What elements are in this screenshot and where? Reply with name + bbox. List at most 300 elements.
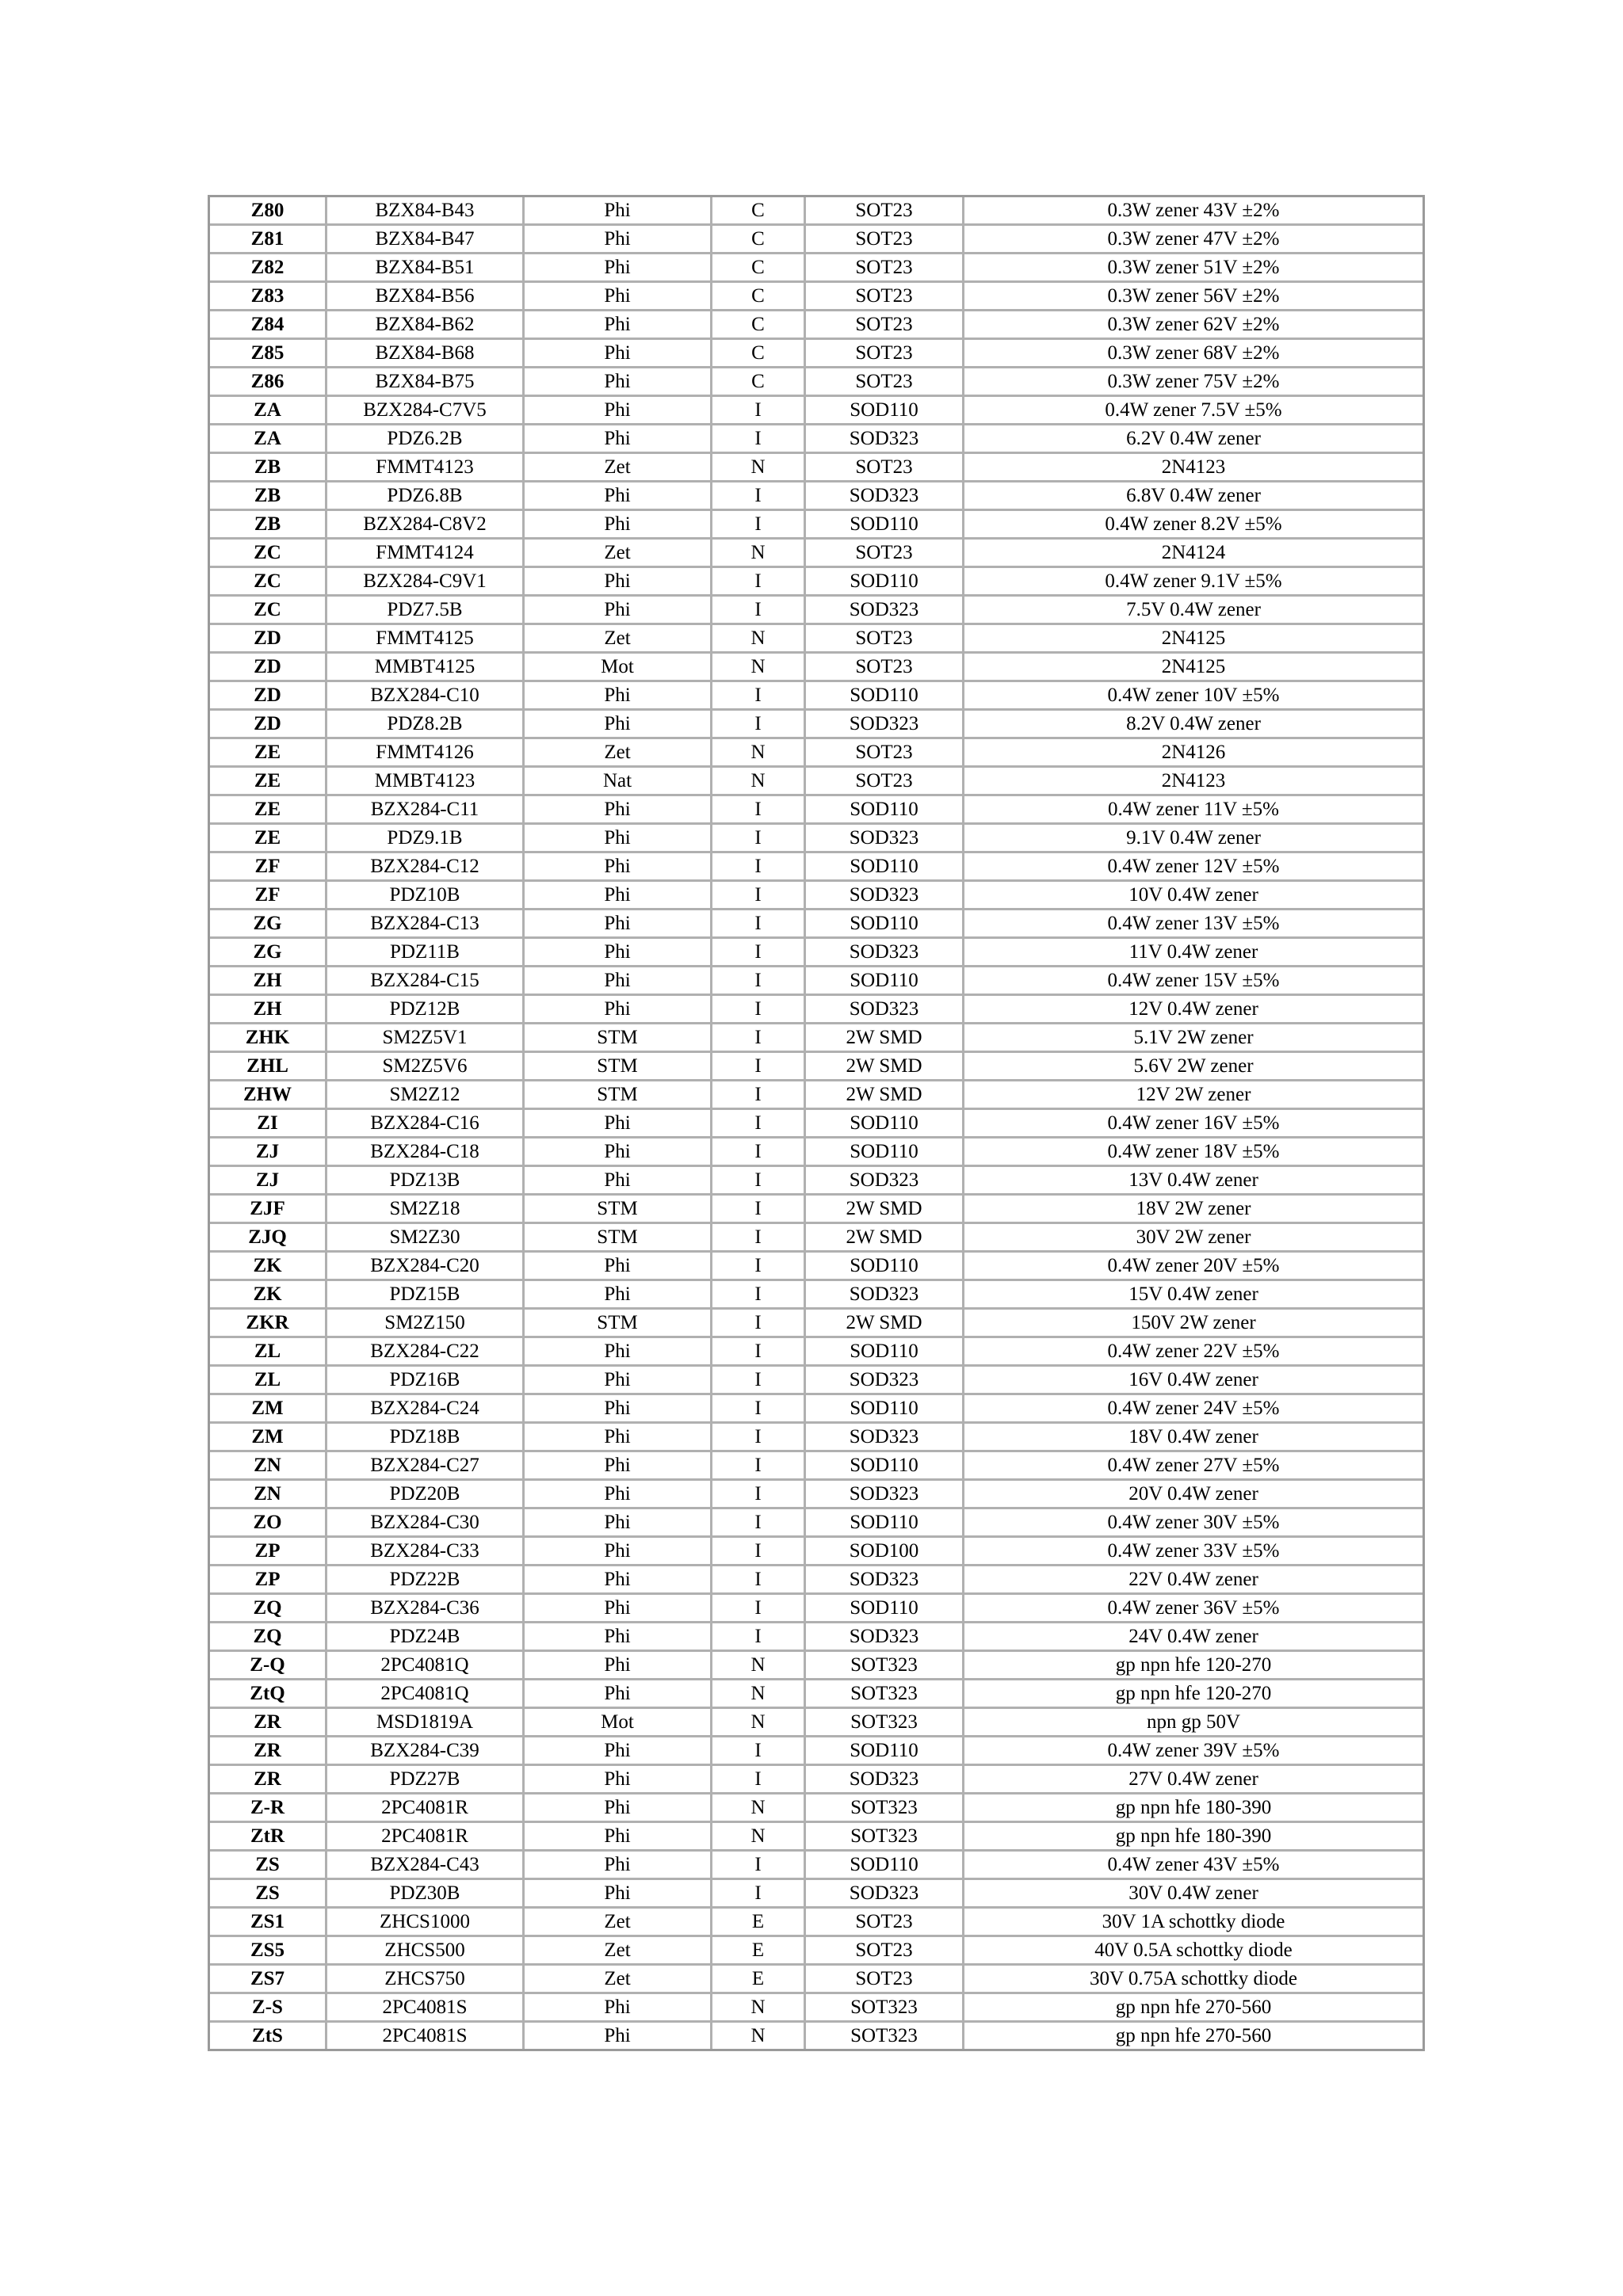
description-cell: 0.3W zener 47V ±2% [964, 226, 1423, 254]
package-cell: SOD110 [806, 397, 964, 425]
manufacturer-cell: Phi [525, 967, 712, 996]
description-cell: 16V 0.4W zener [964, 1367, 1423, 1395]
table-row [210, 1024, 1423, 1053]
smd-code-cell: ZB [210, 454, 327, 482]
description-cell: 2N4125 [964, 625, 1423, 654]
table-row [210, 1623, 1423, 1652]
type-cell: I [712, 597, 806, 625]
type-cell: I [712, 1338, 806, 1367]
package-cell: SOD323 [806, 1167, 964, 1196]
type-cell: N [712, 1794, 806, 1823]
smd-code-cell: ZD [210, 654, 327, 682]
table-row [210, 1424, 1423, 1452]
table-row [210, 540, 1423, 568]
table-row [210, 283, 1423, 311]
type-cell: I [712, 682, 806, 711]
manufacturer-cell: Zet [525, 739, 712, 768]
part-number-cell: PDZ6.8B [327, 482, 525, 511]
part-number-cell: BZX84-B75 [327, 368, 525, 397]
smd-code-cell: ZS [210, 1852, 327, 1880]
description-cell: 0.3W zener 68V ±2% [964, 340, 1423, 368]
table-row [210, 967, 1423, 996]
description-cell: gp npn hfe 270-560 [1115, 2025, 1272, 2046]
type-cell: I [712, 1852, 806, 1880]
smd-code-cell: ZE [210, 825, 327, 853]
part-number-cell: BZX284-C39 [327, 1737, 525, 1766]
type-cell: N [712, 1709, 806, 1737]
part-number-cell: PDZ7.5B [327, 597, 525, 625]
smd-code-cell: ZD [210, 625, 327, 654]
manufacturer-cell: Phi [525, 882, 712, 910]
type-cell: I [712, 1481, 806, 1509]
description-cell: gp npn hfe 180-390 [964, 1823, 1423, 1852]
smd-code-cell: Z-R [210, 1794, 327, 1823]
manufacturer-cell: Phi [525, 568, 712, 597]
part-number-cell: BZX284-C18 [327, 1138, 525, 1167]
manufacturer-cell: Phi [525, 2023, 712, 2049]
part-number-cell: BZX284-C24 [327, 1395, 525, 1424]
description-cell: 0.3W zener 62V ±2% [964, 311, 1423, 340]
table-row [210, 1452, 1423, 1481]
description-cell: 2N4123 [964, 454, 1423, 482]
description-cell: 2N4123 [964, 768, 1423, 796]
type-cell: I [712, 1538, 806, 1566]
smd-code-cell: ZJ [210, 1167, 327, 1196]
package-cell: SOD110 [806, 1852, 964, 1880]
type-cell: I [712, 825, 806, 853]
type-cell: N [712, 739, 806, 768]
manufacturer-cell: Phi [525, 1338, 712, 1367]
smd-code-cell: ZQ [210, 1623, 327, 1652]
description-cell: 9.1V 0.4W zener [964, 825, 1423, 853]
package-cell: SOD110 [806, 853, 964, 882]
table-row [210, 1110, 1423, 1138]
part-number-cell: BZX284-C11 [327, 796, 525, 825]
package-cell: SOT23 [806, 283, 964, 311]
package-cell: SOD110 [806, 1138, 964, 1167]
description-cell: 0.3W zener 43V ±2% [964, 197, 1423, 226]
table-row [210, 1310, 1423, 1338]
type-cell: I [712, 996, 806, 1024]
description-cell: 0.4W zener 9.1V ±5% [964, 568, 1423, 597]
type-cell: C [712, 311, 806, 340]
part-number-cell: 2PC4081R [327, 1823, 525, 1852]
smd-code-cell: ZI [210, 1110, 327, 1138]
manufacturer-cell: Mot [525, 1709, 712, 1737]
smd-code-cell: ZD [210, 711, 327, 739]
package-cell: SOD323 [806, 1481, 964, 1509]
smd-code-cell: ZHL [210, 1053, 327, 1081]
package-cell: SOD110 [806, 1395, 964, 1424]
description-cell: 0.4W zener 24V ±5% [964, 1395, 1423, 1424]
description-cell: 0.4W zener 11V ±5% [964, 796, 1423, 825]
table-row [210, 853, 1423, 882]
type-cell: I [712, 939, 806, 967]
package-cell: SOD323 [806, 1566, 964, 1595]
table-row [210, 397, 1423, 425]
description-cell: 0.4W zener 39V ±5% [964, 1737, 1423, 1766]
table-row [210, 226, 1423, 254]
type-cell: I [712, 711, 806, 739]
table-row [210, 1937, 1423, 1966]
type-cell: C [712, 226, 806, 254]
table-row [210, 1595, 1423, 1623]
manufacturer-cell: Phi [525, 910, 712, 939]
smd-code-cell: Z80 [210, 197, 327, 226]
manufacturer-cell: Phi [525, 711, 712, 739]
smd-code-cell: ZG [210, 939, 327, 967]
manufacturer-cell: Phi [525, 1880, 712, 1909]
description-cell: 18V 0.4W zener [964, 1424, 1423, 1452]
smd-code-cell: ZF [210, 882, 327, 910]
package-cell: SOD110 [806, 1338, 964, 1367]
table-row [210, 425, 1423, 454]
manufacturer-cell: Phi [525, 853, 712, 882]
package-cell: SOT23 [806, 226, 964, 254]
package-cell: SOT323 [806, 1994, 964, 2023]
smd-code-cell: ZS5 [210, 1937, 327, 1966]
smd-code-cell: ZO [210, 1509, 327, 1538]
manufacturer-cell: Phi [525, 1509, 712, 1538]
part-number-cell: PDZ30B [327, 1880, 525, 1909]
description-cell: 5.6V 2W zener [964, 1053, 1423, 1081]
type-cell: I [712, 1566, 806, 1595]
type-cell: I [712, 1310, 806, 1338]
type-cell: I [712, 1395, 806, 1424]
part-number-cell: BZX84-B56 [327, 283, 525, 311]
manufacturer-cell: Phi [525, 1794, 712, 1823]
type-cell: N [712, 1823, 806, 1852]
smd-code-cell: ZK [210, 1281, 327, 1310]
part-number-cell: ZHCS500 [327, 1937, 525, 1966]
package-cell: 2W SMD [806, 1196, 964, 1224]
description-cell: 13V 0.4W zener [964, 1167, 1423, 1196]
package-cell: SOT23 [806, 454, 964, 482]
package-cell: SOD323 [806, 939, 964, 967]
part-number-cell: PDZ11B [327, 939, 525, 967]
package-cell: SOT23 [806, 197, 964, 226]
table-row [210, 1196, 1423, 1224]
package-cell: SOD110 [806, 796, 964, 825]
manufacturer-cell: Phi [525, 1766, 712, 1794]
table-row [210, 482, 1423, 511]
part-number-cell: BZX284-C7V5 [327, 397, 525, 425]
description-cell: 2N4126 [964, 739, 1423, 768]
table-row [210, 882, 1423, 910]
type-cell: I [712, 1138, 806, 1167]
type-cell: N [712, 540, 806, 568]
smd-code-cell: ZG [210, 910, 327, 939]
part-number-cell: PDZ16B [327, 1367, 525, 1395]
table-row [210, 1253, 1423, 1281]
part-number-cell: PDZ12B [327, 996, 525, 1024]
type-cell: I [712, 482, 806, 511]
table-row [210, 1081, 1423, 1110]
manufacturer-cell: Phi [525, 597, 712, 625]
part-number-cell: BZX284-C12 [327, 853, 525, 882]
part-number-cell: BZX284-C43 [327, 1852, 525, 1880]
manufacturer-cell: Phi [525, 939, 712, 967]
smd-code-cell: ZM [210, 1395, 327, 1424]
table-row [210, 1709, 1423, 1737]
smd-code-cell: ZE [210, 796, 327, 825]
manufacturer-cell: Phi [525, 1595, 712, 1623]
type-cell: I [712, 568, 806, 597]
description-cell: 0.4W zener 33V ±5% [964, 1538, 1423, 1566]
package-cell: SOD110 [806, 1452, 964, 1481]
part-number-cell: BZX84-B62 [327, 311, 525, 340]
manufacturer-cell: Phi [525, 1395, 712, 1424]
table-row [210, 739, 1423, 768]
description-cell: 30V 2W zener [964, 1224, 1423, 1253]
manufacturer-cell: Phi [525, 1623, 712, 1652]
type-cell: I [712, 1024, 806, 1053]
description-cell: 5.1V 2W zener [964, 1024, 1423, 1053]
manufacturer-cell: Phi [525, 1994, 712, 2023]
table-row [210, 2023, 1423, 2049]
type-cell: I [712, 1081, 806, 1110]
smd-code-cell: Z-S [210, 1994, 327, 2023]
manufacturer-cell: STM [525, 1081, 712, 1110]
manufacturer-cell: Phi [525, 682, 712, 711]
smd-code-cell: ZR [210, 1766, 327, 1794]
part-number-cell: PDZ20B [327, 1481, 525, 1509]
type-cell: I [712, 1167, 806, 1196]
type-cell: C [712, 283, 806, 311]
type-cell: I [712, 1452, 806, 1481]
table-row [210, 1566, 1423, 1595]
type-cell: I [712, 796, 806, 825]
package-cell: SOD323 [806, 425, 964, 454]
package-cell: SOD323 [806, 1623, 964, 1652]
manufacturer-cell: Phi [525, 1110, 712, 1138]
part-number-cell: PDZ24B [327, 1623, 525, 1652]
type-cell: I [712, 1737, 806, 1766]
smd-code-cell: ZKR [210, 1310, 327, 1338]
table-row [210, 1852, 1423, 1880]
part-number-cell: BZX84-B51 [327, 254, 525, 283]
manufacturer-cell: STM [525, 1053, 712, 1081]
smd-code-cell: ZJQ [210, 1224, 327, 1253]
manufacturer-cell: Phi [525, 482, 712, 511]
part-number-cell: PDZ27B [327, 1766, 525, 1794]
smd-code-cell: ZQ [210, 1595, 327, 1623]
type-cell: I [712, 1367, 806, 1395]
manufacturer-cell: Phi [525, 825, 712, 853]
type-cell: I [712, 853, 806, 882]
type-cell: I [712, 425, 806, 454]
description-cell: 0.4W zener 16V ±5% [964, 1110, 1423, 1138]
smd-code-cell: ZC [210, 597, 327, 625]
manufacturer-cell: Phi [525, 1652, 712, 1680]
description-cell: gp npn hfe 120-270 [964, 1680, 1423, 1709]
part-number-cell: PDZ18B [327, 1424, 525, 1452]
part-number-cell: BZX284-C16 [327, 1110, 525, 1138]
part-number-cell: FMMT4125 [327, 625, 525, 654]
table-row [210, 1880, 1423, 1909]
manufacturer-cell: Phi [525, 511, 712, 540]
table-row [210, 254, 1423, 283]
smd-code-cell: Z86 [210, 368, 327, 397]
table-row [210, 1909, 1423, 1937]
smd-code-cell: ZN [210, 1452, 327, 1481]
package-cell: SOD110 [806, 682, 964, 711]
type-cell: C [712, 340, 806, 368]
part-number-cell: PDZ8.2B [327, 711, 525, 739]
smd-code-cell: ZJF [210, 1196, 327, 1224]
package-cell: SOD323 [806, 1880, 964, 1909]
smd-code-cell: ZP [210, 1538, 327, 1566]
manufacturer-cell: Nat [525, 768, 712, 796]
package-cell: SOD323 [806, 996, 964, 1024]
package-cell: SOD110 [806, 1110, 964, 1138]
description-cell: 0.4W zener 7.5V ±5% [964, 397, 1423, 425]
type-cell: I [712, 1424, 806, 1452]
smd-code-cell: ZF [210, 853, 327, 882]
type-cell: I [712, 1766, 806, 1794]
table-row [210, 1823, 1423, 1852]
package-cell: SOT23 [806, 1909, 964, 1937]
type-cell: N [712, 1652, 806, 1680]
table-row [210, 1053, 1423, 1081]
table-row [210, 1966, 1423, 1994]
smd-code-cell: ZL [210, 1338, 327, 1367]
package-cell: SOD110 [806, 1737, 964, 1766]
description-cell: 0.3W zener 56V ±2% [964, 283, 1423, 311]
smd-code-cell: ZL [210, 1367, 327, 1395]
description-cell: gp npn hfe 180-390 [964, 1794, 1423, 1823]
package-cell: SOT323 [806, 2023, 964, 2049]
part-number-cell: PDZ6.2B [327, 425, 525, 454]
part-number-cell: FMMT4126 [327, 739, 525, 768]
manufacturer-cell: Zet [525, 625, 712, 654]
description-cell: 8.2V 0.4W zener [964, 711, 1423, 739]
package-cell: SOT23 [806, 368, 964, 397]
package-cell: SOD110 [806, 568, 964, 597]
type-cell: I [712, 967, 806, 996]
package-cell: 2W SMD [806, 1024, 964, 1053]
type-cell: I [712, 1196, 806, 1224]
table-row [210, 1652, 1423, 1680]
table-row [210, 568, 1423, 597]
part-number-cell: BZX284-C27 [327, 1452, 525, 1481]
description-cell: 7.5V 0.4W zener [964, 597, 1423, 625]
smd-code-cell: ZN [210, 1481, 327, 1509]
table-row [210, 1138, 1423, 1167]
package-cell: SOT23 [806, 1966, 964, 1994]
part-number-cell: ZHCS1000 [327, 1909, 525, 1937]
description-cell: 0.4W zener 12V ±5% [964, 853, 1423, 882]
type-cell: E [712, 1937, 806, 1966]
manufacturer-cell: Phi [525, 1367, 712, 1395]
smd-code-cell: Z84 [210, 311, 327, 340]
manufacturer-cell: Phi [525, 1737, 712, 1766]
part-number-cell: PDZ15B [327, 1281, 525, 1310]
package-cell: SOT23 [806, 768, 964, 796]
manufacturer-cell: Phi [525, 397, 712, 425]
package-cell: SOD100 [806, 1538, 964, 1566]
type-cell: N [712, 625, 806, 654]
manufacturer-cell: Phi [525, 1538, 712, 1566]
package-cell: SOD323 [806, 1367, 964, 1395]
table-row [210, 1367, 1423, 1395]
part-number-cell: BZX284-C13 [327, 910, 525, 939]
manufacturer-cell: Phi [525, 1424, 712, 1452]
smd-code-cell: ZtR [210, 1823, 327, 1852]
part-number-cell: SM2Z30 [327, 1224, 525, 1253]
manufacturer-cell: Phi [525, 1680, 712, 1709]
table-row [210, 625, 1423, 654]
package-cell: 2W SMD [806, 1224, 964, 1253]
manufacturer-cell: Phi [525, 1281, 712, 1310]
part-number-cell: BZX284-C9V1 [327, 568, 525, 597]
manufacturer-cell: STM [525, 1024, 712, 1053]
table-row [210, 311, 1423, 340]
table-body [210, 197, 1423, 2049]
smd-code-cell: ZB [210, 511, 327, 540]
package-cell: SOD323 [806, 711, 964, 739]
description-cell: 27V 0.4W zener [964, 1766, 1423, 1794]
smd-code-cell: ZB [210, 482, 327, 511]
manufacturer-cell: Phi [525, 1566, 712, 1595]
type-cell: I [712, 1509, 806, 1538]
smd-code-cell: ZH [210, 967, 327, 996]
manufacturer-cell: Zet [525, 454, 712, 482]
description-cell: 10V 0.4W zener [964, 882, 1423, 910]
description-cell: 12V 0.4W zener [964, 996, 1423, 1024]
part-number-cell: BZX284-C33 [327, 1538, 525, 1566]
type-cell: C [712, 368, 806, 397]
description-cell: 24V 0.4W zener [964, 1623, 1423, 1652]
table-row [210, 340, 1423, 368]
description-cell: 30V 0.75A schottky diode [964, 1966, 1423, 1994]
table-row [210, 768, 1423, 796]
type-cell: I [712, 397, 806, 425]
description-cell: 6.8V 0.4W zener [964, 482, 1423, 511]
smd-code-cell: ZS7 [210, 1966, 327, 1994]
part-number-cell: SM2Z5V1 [327, 1024, 525, 1053]
package-cell: SOT23 [806, 540, 964, 568]
smd-code-cell: ZM [210, 1424, 327, 1452]
part-number-cell: 2PC4081S [327, 2023, 525, 2049]
type-cell: I [712, 1880, 806, 1909]
table-row [210, 1338, 1423, 1367]
manufacturer-cell: Zet [525, 540, 712, 568]
table-row [210, 1680, 1423, 1709]
smd-code-cell: ZR [210, 1737, 327, 1766]
package-cell: SOT323 [806, 1680, 964, 1709]
description-cell: 30V 1A schottky diode [964, 1909, 1423, 1937]
manufacturer-cell: STM [525, 1224, 712, 1253]
package-cell: SOD323 [806, 482, 964, 511]
type-cell: N [712, 454, 806, 482]
package-cell: SOD110 [806, 967, 964, 996]
type-cell: I [712, 882, 806, 910]
package-cell: SOT323 [806, 1823, 964, 1852]
table-row [210, 796, 1423, 825]
description-cell: 0.4W zener 10V ±5% [964, 682, 1423, 711]
part-number-cell: 2PC4081R [327, 1794, 525, 1823]
table-row [210, 1766, 1423, 1794]
manufacturer-cell: Phi [525, 283, 712, 311]
type-cell: N [712, 768, 806, 796]
description-cell: 2N4125 [964, 654, 1423, 682]
type-cell: I [712, 1253, 806, 1281]
package-cell: SOT23 [806, 340, 964, 368]
description-cell: 40V 0.5A schottky diode [964, 1937, 1423, 1966]
smd-code-cell: ZC [210, 540, 327, 568]
table-row [210, 1737, 1423, 1766]
